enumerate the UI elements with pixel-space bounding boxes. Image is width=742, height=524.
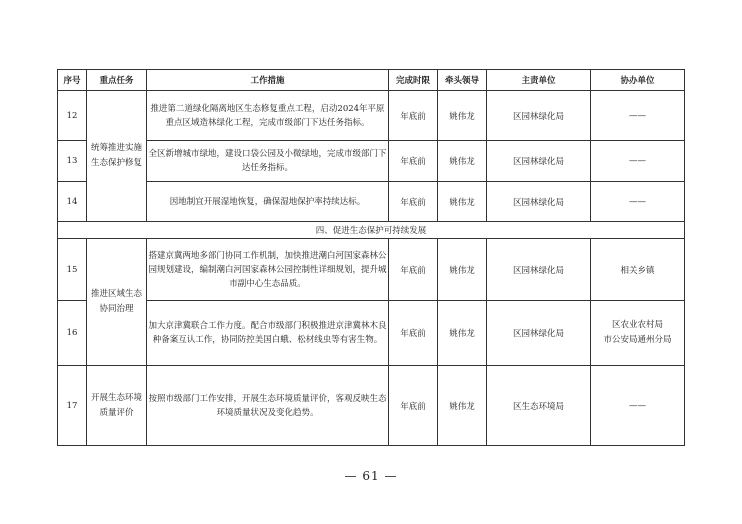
- lead-unit: 区生态环境局: [487, 366, 591, 446]
- work-measure: 按照市级部门工作安排，开展生态环境质量评价，客观反映生态环境质量状况及变化趋势。: [147, 366, 389, 446]
- co-unit: 相关乡镇: [591, 239, 685, 301]
- co-unit-line: 市公安局通州分局: [603, 335, 672, 345]
- co-unit: ——: [591, 141, 685, 182]
- leader: 姚伟龙: [438, 141, 487, 182]
- table-row: [58, 366, 685, 446]
- table-row: [58, 239, 685, 301]
- work-measure: 加大京津冀联合工作力度。配合市级部门积极推进京津冀林木良种备案互认工作，协同防控美国白蛾、松材线虫等有害生物。: [147, 301, 389, 366]
- task-table: [57, 69, 685, 446]
- header-measure: 工作措施: [147, 70, 389, 91]
- co-unit: [591, 301, 685, 366]
- deadline: 年底前: [389, 182, 438, 222]
- section-title: 四、促进生态保护可持续发展: [58, 222, 685, 239]
- row-number: 13: [58, 141, 87, 182]
- leader: 姚伟龙: [438, 366, 487, 446]
- header-no: 序号: [58, 70, 87, 91]
- work-measure: 推进第二道绿化隔离地区生态修复重点工程，启动2024年平原重点区域造林绿化工程，完成市级部门下达任务指标。: [147, 91, 389, 141]
- row-number: 17: [58, 366, 87, 446]
- lead-unit: 区园林绿化局: [487, 141, 591, 182]
- row-number: 12: [58, 91, 87, 141]
- deadline: 年底前: [389, 239, 438, 301]
- deadline: 年底前: [389, 141, 438, 182]
- co-unit: ——: [591, 366, 685, 446]
- header-co-unit: 协办单位: [591, 70, 685, 91]
- co-unit: ——: [591, 91, 685, 141]
- leader: 姚伟龙: [438, 182, 487, 222]
- leader: 姚伟龙: [438, 91, 487, 141]
- header-lead-unit: 主责单位: [487, 70, 591, 91]
- lead-unit: 区园林绿化局: [487, 182, 591, 222]
- page-number: — 61 —: [344, 469, 398, 483]
- header-task: 重点任务: [87, 70, 147, 91]
- key-task: 推进区域生态协同治理: [87, 239, 147, 366]
- work-measure: 全区新增城市绿地，建设口袋公园及小微绿地，完成市级部门下达任务指标。: [147, 141, 389, 182]
- table-row: [58, 182, 685, 222]
- co-unit-line: 区农业农村局: [611, 320, 663, 330]
- header-deadline: 完成时限: [389, 70, 438, 91]
- deadline: 年底前: [389, 301, 438, 366]
- leader: 姚伟龙: [438, 239, 487, 301]
- deadline: 年底前: [389, 366, 438, 446]
- lead-unit: 区园林绿化局: [487, 301, 591, 366]
- header-row: [58, 70, 685, 91]
- deadline: 年底前: [389, 91, 438, 141]
- key-task: 统筹推进实施生态保护修复: [87, 91, 147, 222]
- table-row: [58, 141, 685, 182]
- row-number: 14: [58, 182, 87, 222]
- leader: 姚伟龙: [438, 301, 487, 366]
- header-leader: 牵头领导: [438, 70, 487, 91]
- table-row: [58, 91, 685, 141]
- row-number: 15: [58, 239, 87, 301]
- work-measure: 搭建京冀两地多部门协同工作机制，加快推进潮白河国家森林公园规划建设，编制潮白河国家森林公园控制性详细规划，提升城市副中心生态品质。: [147, 239, 389, 301]
- row-number: 16: [58, 301, 87, 366]
- lead-unit: 区园林绿化局: [487, 239, 591, 301]
- work-measure: 因地制宜开展湿地恢复，确保湿地保护率持续达标。: [147, 182, 389, 222]
- section-row: [58, 222, 685, 239]
- key-task: 开展生态环境质量评价: [87, 366, 147, 446]
- lead-unit: 区园林绿化局: [487, 91, 591, 141]
- co-unit: ——: [591, 182, 685, 222]
- table-row: [58, 301, 685, 366]
